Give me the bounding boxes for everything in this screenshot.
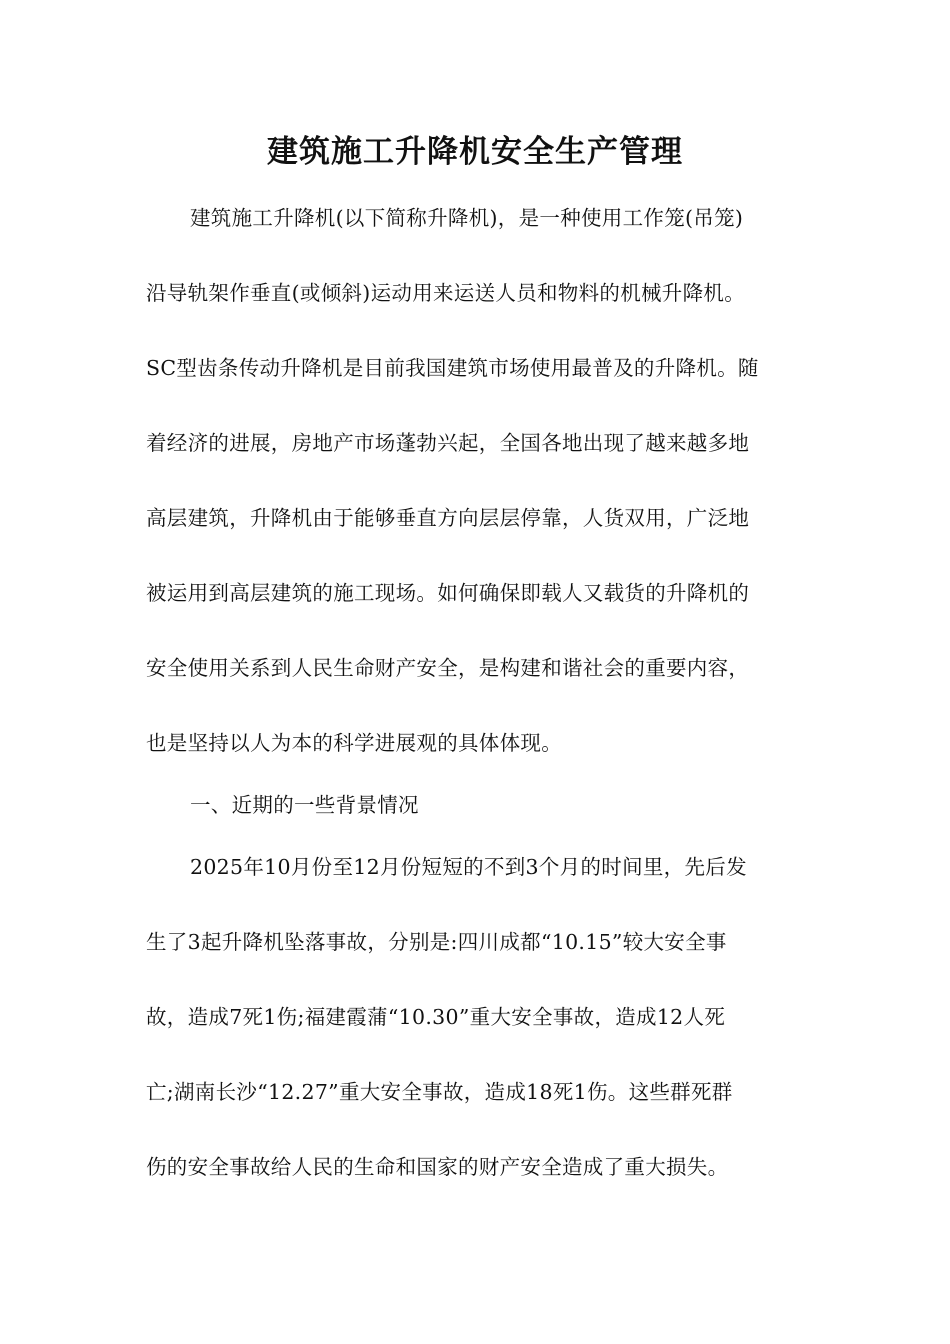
paragraph-line: 安全使用关系到人民生命财产安全，是构建和谐社会的重要内容， xyxy=(146,656,750,680)
paragraph-line: 高层建筑，升降机由于能够垂直方向层层停靠，人货双用，广泛地 xyxy=(146,506,750,530)
paragraph-line: 亡;湖南长沙“12.27”重大安全事故，造成18死1伤。这些群死群 xyxy=(146,1080,733,1104)
background-paragraph xyxy=(146,830,811,1205)
paragraph-line: 故，造成7死1伤;福建霞蒲“10.30”重大安全事故，造成12人死 xyxy=(146,1005,726,1029)
paragraph-line: 沿导轨架作垂直(或倾斜)运动用来运送人员和物料的机械升降机。 xyxy=(146,281,745,305)
paragraph-line: 着经济的进展，房地产市场蓬勃兴起，全国各地出现了越来越多地 xyxy=(146,431,750,455)
document-title: 建筑施工升降机安全生产管理 xyxy=(267,134,683,170)
paragraph-line: 被运用到高层建筑的施工现场。如何确保即载人又载货的升降机的 xyxy=(146,581,750,605)
intro-paragraph xyxy=(146,181,811,781)
paragraph-line: 生了3起升降机坠落事故，分别是:四川成都“10.15”较大安全事 xyxy=(146,930,727,954)
paragraph-line: 伤的安全事故给人民的生命和国家的财产安全造成了重大损失。 xyxy=(146,1155,729,1179)
section-heading: 一、近期的一些背景情况 xyxy=(190,793,419,817)
paragraph-line: 2025年10月份至12月份短短的不到3个月的时间里，先后发 xyxy=(190,855,747,879)
paragraph-line: 也是坚持以人为本的科学进展观的具体体现。 xyxy=(146,731,562,755)
paragraph-line: 建筑施工升降机(以下简称升降机)，是一种使用工作笼(吊笼) xyxy=(190,206,744,230)
paragraph-line: SC型齿条传动升降机是目前我国建筑市场使用最普及的升降机。随 xyxy=(146,356,759,380)
